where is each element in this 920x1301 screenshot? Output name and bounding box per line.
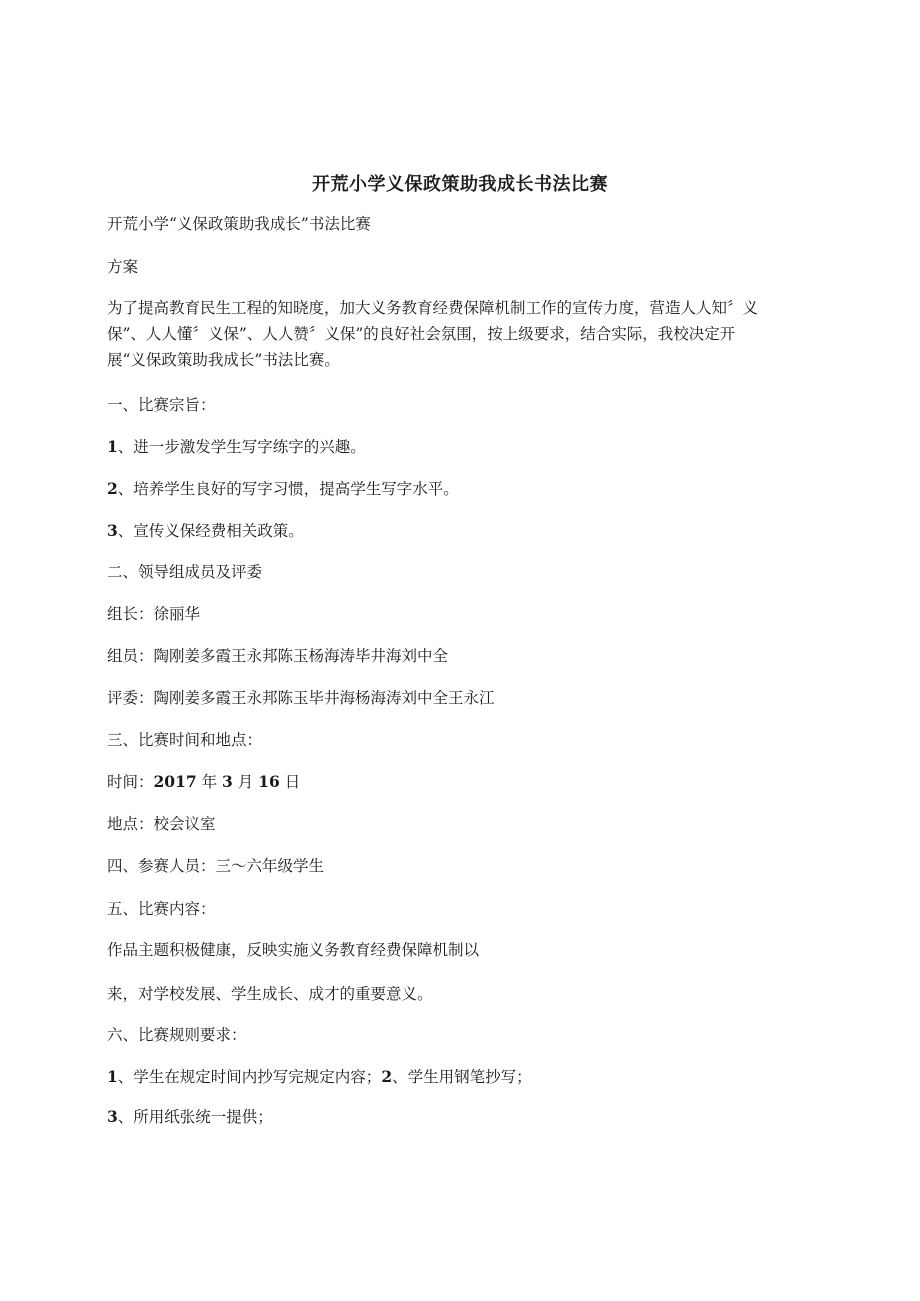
rule-number: 1 bbox=[107, 1067, 118, 1086]
section1-item-3 bbox=[107, 518, 817, 544]
time-line bbox=[107, 769, 817, 795]
rule-number: 3 bbox=[107, 1107, 118, 1126]
section1-heading: 一、比赛宗旨： bbox=[107, 396, 216, 414]
item-text: 、宣传义保经费相关政策。 bbox=[117, 522, 304, 540]
rule-number: 2 bbox=[381, 1067, 393, 1086]
month-value: 3 bbox=[222, 772, 233, 791]
section2-heading: 二、领导组成员及评委 bbox=[107, 563, 263, 581]
section1-item-1 bbox=[107, 434, 817, 460]
item-text: 、培养学生良好的写字习惯，提高学生写字水平。 bbox=[117, 480, 459, 498]
intro-paragraph bbox=[107, 295, 817, 373]
rules-line-2 bbox=[107, 1104, 817, 1130]
day-unit: 日 bbox=[284, 773, 301, 791]
leader-line: 组长：徐丽华 bbox=[107, 605, 201, 623]
rule-text: 、学生用钢笔抄写； bbox=[392, 1068, 532, 1086]
heading-line: 开荒小学“义保政策助我成长”书法比赛 bbox=[107, 215, 371, 233]
section1-item-2 bbox=[107, 476, 817, 502]
intro-line-3: 展“义保政策助我成长”书法比赛。 bbox=[107, 351, 340, 369]
time-label: 时间： bbox=[107, 773, 154, 791]
month-unit: 月 bbox=[237, 773, 254, 791]
content-line-1: 作品主题积极健康，反映实施义务教育经费保障机制以 bbox=[107, 941, 480, 959]
place-line: 地点：校会议室 bbox=[107, 815, 216, 833]
intro-line-1: 为了提高教育民生工程的知晓度，加大义务教育经费保障机制工作的宣传力度，营造人人知〞义 bbox=[107, 299, 759, 317]
intro-line-2: 保”、人人懂〞义保”、人人赞〞义保”的良好社会氛围，按上级要求，结合实际，我校决定开 bbox=[107, 325, 736, 343]
members-line: 组员：陶刚姜多霞王永邦陈玉杨海涛毕井海刘中全 bbox=[107, 647, 449, 665]
rules-line-1 bbox=[107, 1064, 817, 1090]
plan-label: 方案 bbox=[107, 258, 139, 276]
rule-text: 、所用纸张统一提供； bbox=[117, 1108, 273, 1126]
judges-line: 评委：陶刚姜多霞王永邦陈玉毕井海杨海涛刘中全王永江 bbox=[107, 689, 495, 707]
item-number: 3 bbox=[107, 521, 118, 540]
year-value: 2017 bbox=[153, 772, 197, 791]
section6-heading: 六、比赛规则要求： bbox=[107, 1026, 247, 1044]
content-line-2: 来，对学校发展、学生成长、成才的重要意义。 bbox=[107, 985, 433, 1003]
day-value: 16 bbox=[258, 772, 280, 791]
item-text: 、进一步激发学生写字练字的兴趣。 bbox=[117, 438, 366, 456]
year-unit: 年 bbox=[201, 773, 218, 791]
section5-heading: 五、比赛内容： bbox=[107, 900, 216, 918]
section4-heading: 四、参赛人员：三〜六年级学生 bbox=[107, 857, 325, 875]
item-number: 1 bbox=[107, 437, 118, 456]
document-title: 开荒小学义保政策助我成长书法比赛 bbox=[312, 174, 608, 195]
rule-text: 、学生在规定时间内抄写完规定内容； bbox=[117, 1068, 382, 1086]
section3-heading: 三、比赛时间和地点： bbox=[107, 731, 263, 749]
item-number: 2 bbox=[107, 479, 118, 498]
